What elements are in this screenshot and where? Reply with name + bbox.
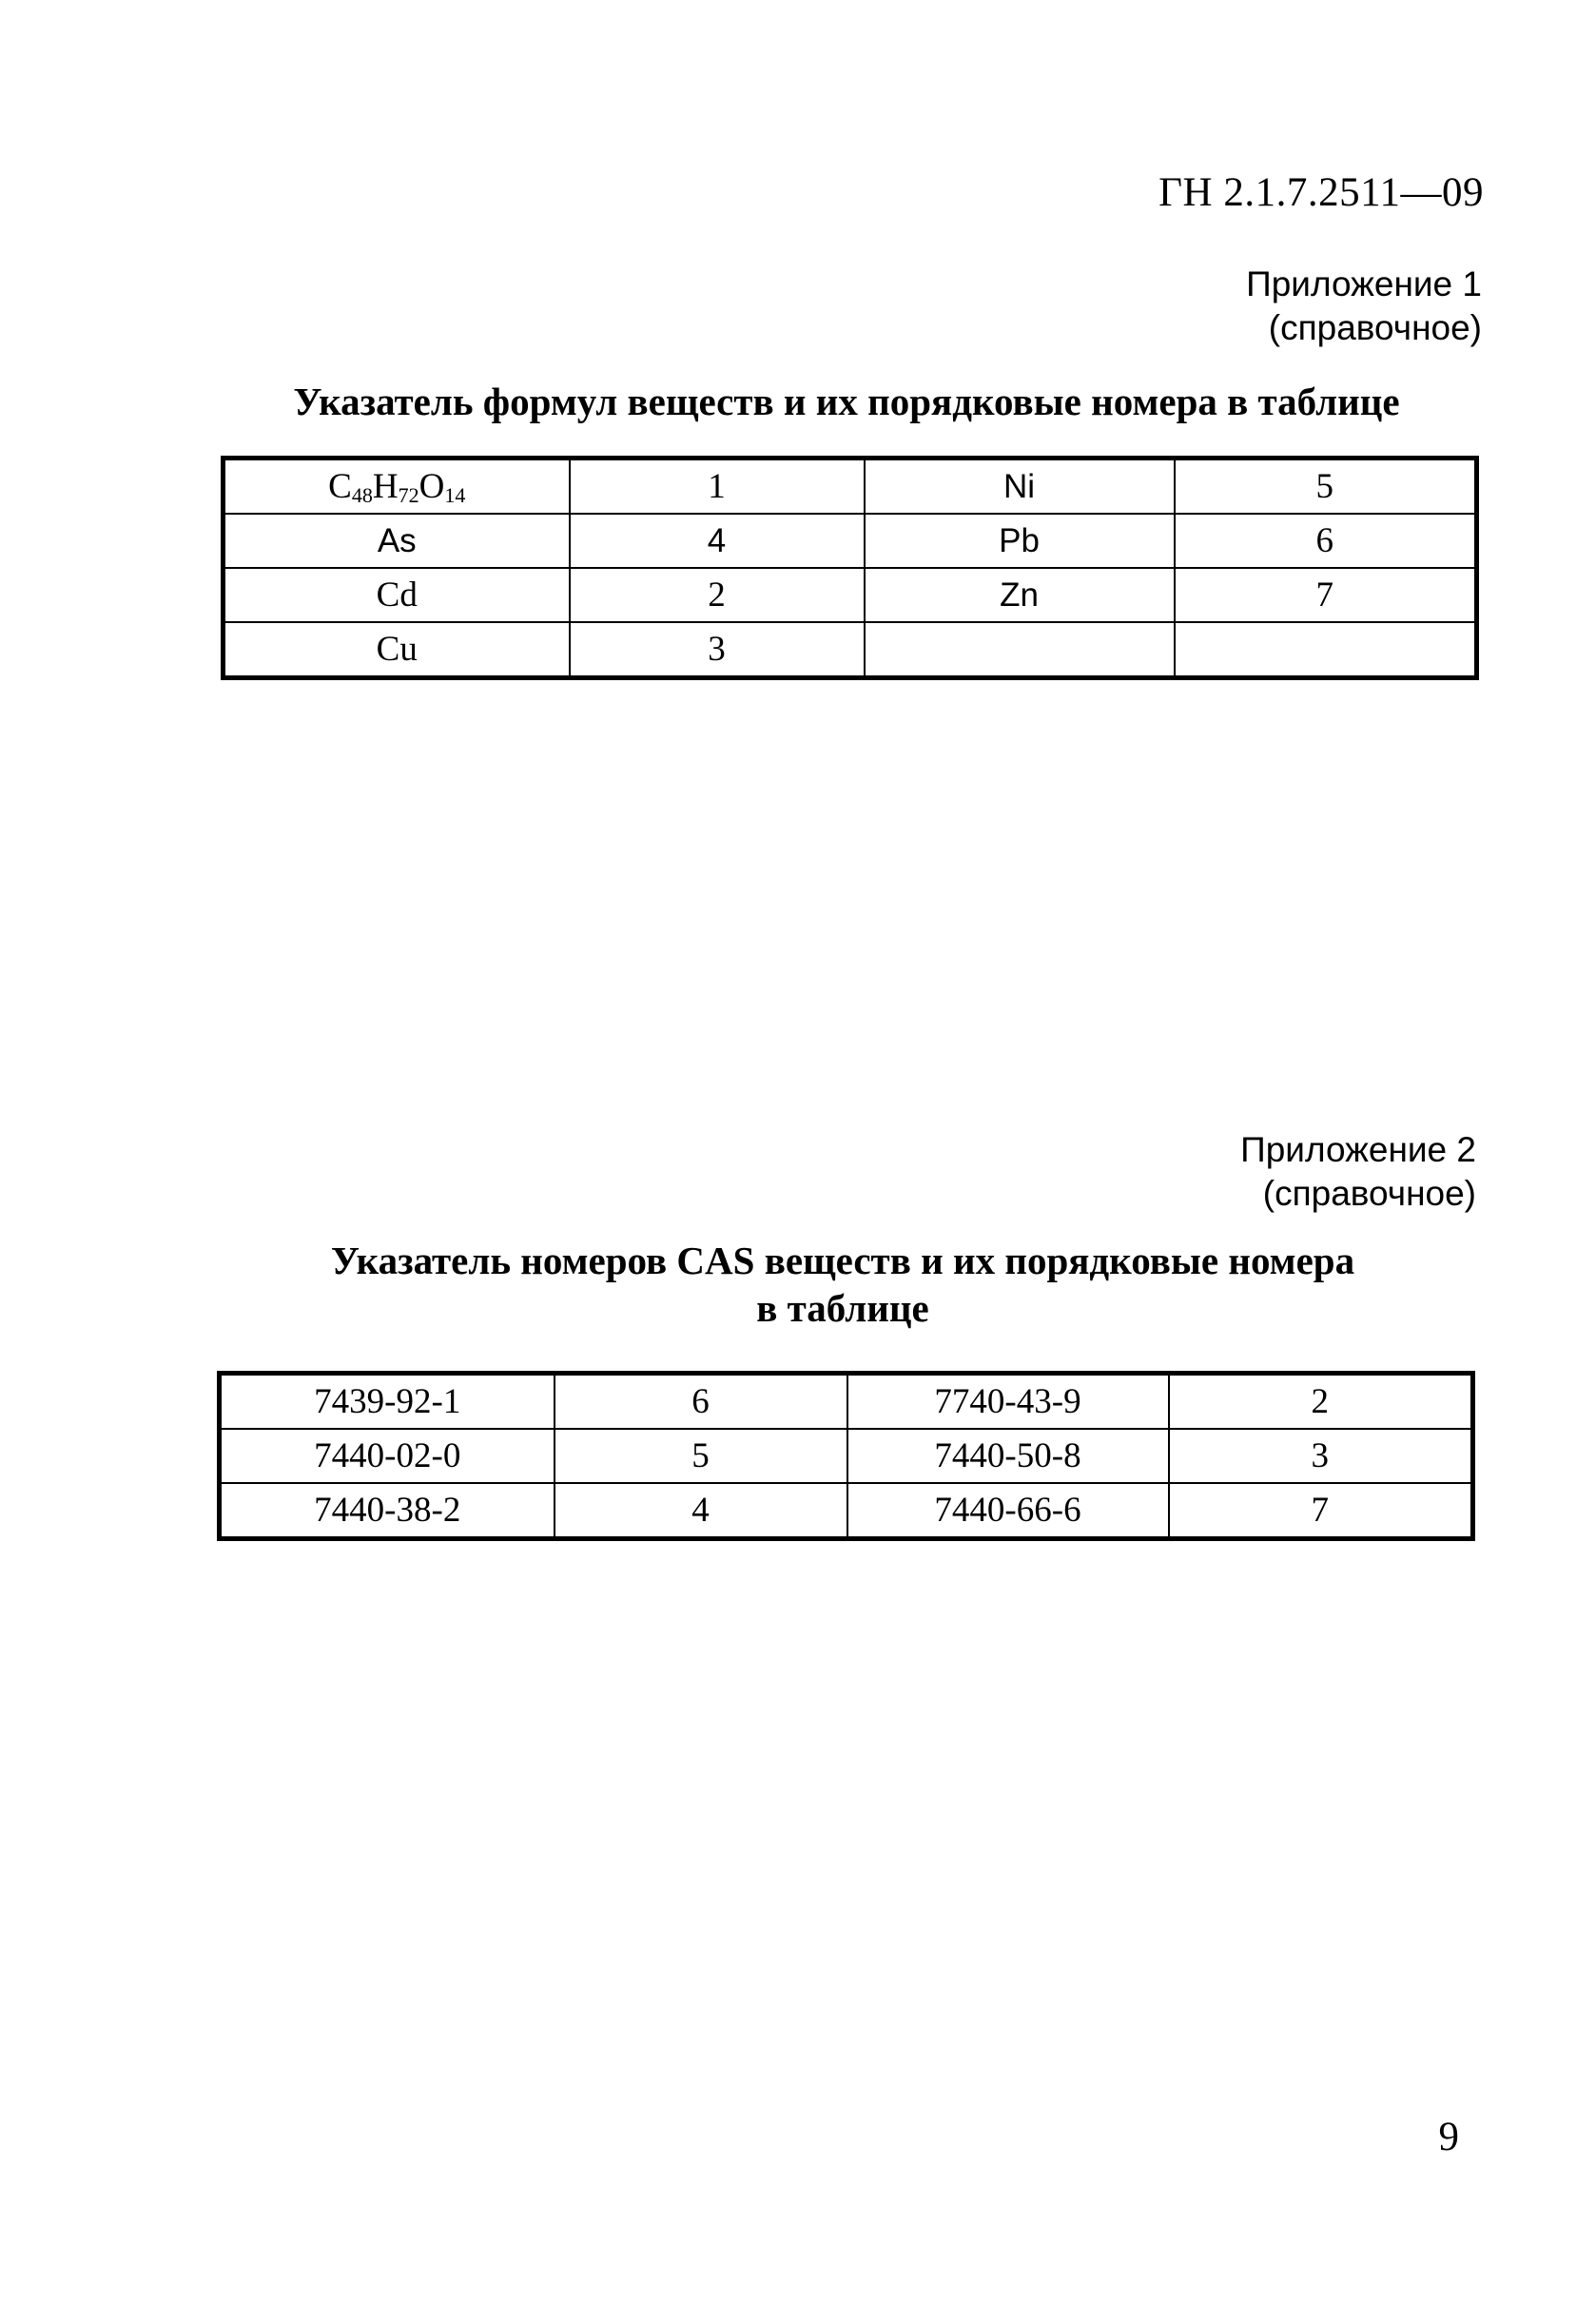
appendix-1-title: Приложение 1 — [1246, 264, 1482, 303]
number-cell: 6 — [555, 1374, 847, 1430]
appendix-2-subtitle: (справочное) — [1262, 1174, 1476, 1213]
appendix-1-label — [1246, 263, 1482, 350]
number-cell: 5 — [1175, 459, 1477, 515]
table-row — [224, 622, 1477, 678]
cas-index-table — [217, 1371, 1475, 1541]
cas-cell: 7440-66-6 — [847, 1483, 1169, 1539]
number-cell: 3 — [1169, 1429, 1473, 1483]
formula-cell: Ni — [865, 459, 1175, 515]
appendix-2-label — [1240, 1128, 1476, 1216]
table-row — [220, 1429, 1473, 1483]
appendix-2-heading — [190, 1237, 1495, 1332]
table-row — [220, 1483, 1473, 1539]
cas-cell: 7440-38-2 — [220, 1483, 555, 1539]
formula-cell: Zn — [865, 568, 1175, 622]
formula-cell: Pb — [865, 514, 1175, 568]
number-cell: 6 — [1175, 514, 1477, 568]
formula-cell: As — [224, 514, 570, 568]
cas-cell: 7440-50-8 — [847, 1429, 1169, 1483]
number-cell: 2 — [1169, 1374, 1473, 1430]
cas-cell: 7440-02-0 — [220, 1429, 555, 1483]
table-row — [224, 568, 1477, 622]
number-cell: 7 — [1175, 568, 1477, 622]
number-cell: 5 — [555, 1429, 847, 1483]
appendix-2-title: Приложение 2 — [1240, 1130, 1476, 1169]
appendix-1-subtitle: (справочное) — [1268, 308, 1482, 347]
number-cell: 2 — [570, 568, 865, 622]
page-number: 9 — [1438, 2115, 1459, 2159]
table-row — [220, 1374, 1473, 1430]
formula-cell — [865, 622, 1175, 678]
number-cell: 4 — [555, 1483, 847, 1539]
document-code: ГН 2.1.7.2511—09 — [1158, 170, 1484, 215]
formula-cell: Cd — [224, 568, 570, 622]
number-cell — [1175, 622, 1477, 678]
formula-index-table — [221, 456, 1479, 680]
appendix-1-heading: Указатель формул веществ и их порядковые номера в таблице — [293, 380, 1400, 423]
number-cell: 4 — [570, 514, 865, 568]
table-row — [224, 514, 1477, 568]
number-cell: 1 — [570, 459, 865, 515]
formula-cell: Cu — [224, 622, 570, 678]
number-cell: 7 — [1169, 1483, 1473, 1539]
number-cell: 3 — [570, 622, 865, 678]
appendix-2-heading-line-1: Указатель номеров CAS веществ и их порядковые номера — [330, 1239, 1355, 1282]
cas-cell: 7439-92-1 — [220, 1374, 555, 1430]
cas-cell: 7740-43-9 — [847, 1374, 1169, 1430]
appendix-2-heading-line-2: в таблице — [756, 1286, 929, 1330]
table-row — [224, 459, 1477, 515]
formula-cell: $C_{48}H_{72}O_{14}$ — [224, 459, 570, 515]
